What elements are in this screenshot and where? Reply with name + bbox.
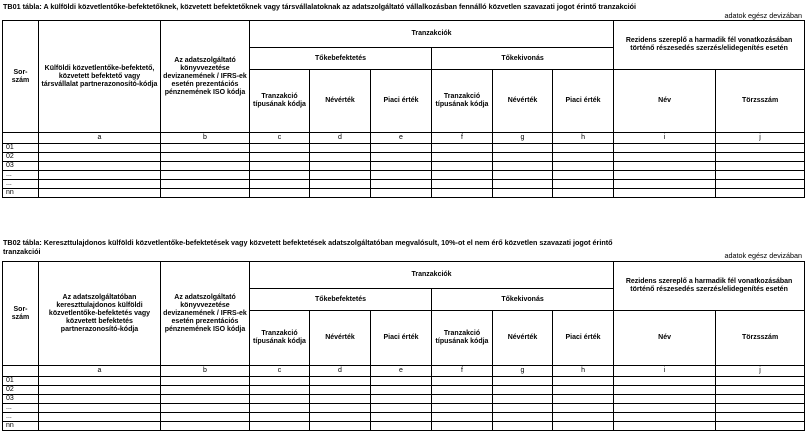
torzsszam-header: Törzsszám [716, 70, 805, 133]
data-cell[interactable] [553, 162, 614, 171]
data-cell[interactable] [493, 189, 553, 198]
data-cell[interactable] [250, 386, 310, 395]
tipus-header: Tranzakció típusának kódja [432, 311, 493, 366]
data-cell[interactable] [716, 395, 805, 404]
letter-cell: h [553, 366, 614, 377]
tokebefektetes-header: Tőkebefektetés [250, 289, 432, 311]
data-cell[interactable] [39, 413, 161, 422]
letter-cell: a [39, 366, 161, 377]
data-cell[interactable] [39, 144, 161, 153]
data-cell[interactable] [493, 422, 553, 431]
rezidens-header: Rezidens szereplő a harmadik fél vonatkozásában történő részesedés szerzés/elidegenítés esetén [614, 262, 805, 311]
data-cell[interactable] [371, 153, 432, 162]
data-cell[interactable] [553, 422, 614, 431]
data-cell[interactable] [161, 162, 250, 171]
data-cell[interactable] [161, 153, 250, 162]
row-label: ... [3, 171, 39, 180]
data-cell[interactable] [614, 153, 716, 162]
tb01-table [2, 20, 805, 198]
data-cell[interactable] [371, 386, 432, 395]
data-cell[interactable] [432, 413, 493, 422]
partner-id-header: Külföldi közvetlentőke-befektető, közvetett befektető vagy társvállalat partnerazonosító-kódja [39, 21, 161, 133]
data-cell[interactable] [250, 171, 310, 180]
data-cell[interactable] [371, 377, 432, 386]
data-cell[interactable] [310, 395, 371, 404]
data-cell[interactable] [614, 180, 716, 189]
data-cell[interactable] [250, 189, 310, 198]
letter-cell: b [161, 133, 250, 144]
data-cell[interactable] [39, 153, 161, 162]
data-cell[interactable] [553, 171, 614, 180]
data-cell[interactable] [310, 180, 371, 189]
data-cell[interactable] [310, 404, 371, 413]
data-cell[interactable] [250, 395, 310, 404]
data-cell[interactable] [716, 377, 805, 386]
data-cell[interactable] [432, 180, 493, 189]
data-cell[interactable] [614, 404, 716, 413]
letter-cell: h [553, 133, 614, 144]
data-cell[interactable] [553, 180, 614, 189]
table-row [3, 386, 805, 395]
tb02-table [2, 261, 805, 431]
letter-cell: i [614, 133, 716, 144]
tipus-header: Tranzakció típusának kódja [250, 70, 310, 133]
data-cell[interactable] [250, 162, 310, 171]
letter-cell: i [614, 366, 716, 377]
data-cell[interactable] [614, 144, 716, 153]
data-cell[interactable] [371, 413, 432, 422]
data-cell[interactable] [39, 404, 161, 413]
data-cell[interactable] [371, 422, 432, 431]
row-label: 01 [3, 377, 39, 386]
table-row [3, 395, 805, 404]
data-cell[interactable] [493, 153, 553, 162]
data-cell[interactable] [310, 422, 371, 431]
data-cell[interactable] [493, 377, 553, 386]
tokekivonas-header: Tőkekivonás [432, 48, 614, 70]
letter-cell: g [493, 133, 553, 144]
row-label: 02 [3, 386, 39, 395]
data-cell[interactable] [371, 144, 432, 153]
data-cell[interactable] [614, 413, 716, 422]
data-cell[interactable] [614, 422, 716, 431]
row-label: nn [3, 422, 39, 431]
data-cell[interactable] [716, 144, 805, 153]
data-cell[interactable] [250, 144, 310, 153]
data-cell[interactable] [39, 422, 161, 431]
data-cell[interactable] [493, 144, 553, 153]
piaci-ertek-header: Piaci érték [553, 70, 614, 133]
table-row [3, 162, 805, 171]
data-cell[interactable] [493, 171, 553, 180]
data-cell[interactable] [310, 162, 371, 171]
table-row [3, 413, 805, 422]
data-cell[interactable] [250, 153, 310, 162]
piaci-ertek-header: Piaci érték [553, 311, 614, 366]
currency-header: Az adatszolgáltató könyvvezetése devizanemének / IFRS-ek esetén prezentációs pénznemének ISO kódja [161, 262, 250, 366]
data-cell[interactable] [161, 395, 250, 404]
data-cell[interactable] [432, 189, 493, 198]
torzsszam-header: Törzsszám [716, 311, 805, 366]
data-cell[interactable] [432, 404, 493, 413]
row-label: 03 [3, 395, 39, 404]
data-cell[interactable] [716, 180, 805, 189]
letter-cell: c [250, 133, 310, 144]
data-cell[interactable] [250, 180, 310, 189]
data-cell[interactable] [161, 144, 250, 153]
piaci-ertek-header: Piaci érték [371, 311, 432, 366]
data-cell[interactable] [250, 404, 310, 413]
data-cell[interactable] [614, 171, 716, 180]
nevertek-header: Névérték [310, 70, 371, 133]
data-cell[interactable] [493, 395, 553, 404]
data-cell[interactable] [493, 404, 553, 413]
row-label: ... [3, 404, 39, 413]
data-cell[interactable] [614, 162, 716, 171]
data-cell[interactable] [371, 180, 432, 189]
data-cell[interactable] [432, 422, 493, 431]
data-cell[interactable] [614, 377, 716, 386]
data-cell[interactable] [39, 162, 161, 171]
data-cell[interactable] [553, 413, 614, 422]
data-cell[interactable] [161, 386, 250, 395]
data-cell[interactable] [250, 377, 310, 386]
table-row [3, 180, 805, 189]
data-cell[interactable] [310, 171, 371, 180]
piaci-ertek-header: Piaci érték [371, 70, 432, 133]
table-row [3, 144, 805, 153]
data-cell[interactable] [432, 395, 493, 404]
data-cell[interactable] [614, 395, 716, 404]
data-cell[interactable] [493, 180, 553, 189]
data-cell[interactable] [371, 171, 432, 180]
data-cell[interactable] [310, 153, 371, 162]
data-cell[interactable] [39, 180, 161, 189]
currency-header: Az adatszolgáltató könyvvezetése devizanemének / IFRS-ek esetén prezentációs pénznemének ISO kódja [161, 21, 250, 133]
data-cell[interactable] [39, 189, 161, 198]
letter-cell: j [716, 133, 805, 144]
data-cell[interactable] [39, 386, 161, 395]
data-cell[interactable] [310, 144, 371, 153]
data-cell[interactable] [614, 386, 716, 395]
data-cell[interactable] [553, 386, 614, 395]
data-cell[interactable] [553, 395, 614, 404]
data-cell[interactable] [553, 377, 614, 386]
letter-cell: j [716, 366, 805, 377]
table-row [3, 189, 805, 198]
row-label: ... [3, 180, 39, 189]
data-cell[interactable] [161, 189, 250, 198]
nevertek-header: Névérték [493, 70, 553, 133]
tokekivonas-header: Tőkekivonás [432, 289, 614, 311]
letter-cell: e [371, 366, 432, 377]
nev-header: Név [614, 70, 716, 133]
data-cell[interactable] [371, 189, 432, 198]
tipus-header: Tranzakció típusának kódja [432, 70, 493, 133]
data-cell[interactable] [493, 386, 553, 395]
data-cell[interactable] [161, 404, 250, 413]
data-cell[interactable] [493, 413, 553, 422]
tipus-header: Tranzakció típusának kódja [250, 311, 310, 366]
data-cell[interactable] [716, 422, 805, 431]
data-cell[interactable] [716, 171, 805, 180]
data-cell[interactable] [371, 395, 432, 404]
letter-cell [3, 133, 39, 144]
data-cell[interactable] [432, 144, 493, 153]
tb02-unit-label: adatok egész devizában [724, 251, 802, 260]
tokebefektetes-header: Tőkebefektetés [250, 48, 432, 70]
letter-cell: a [39, 133, 161, 144]
data-cell[interactable] [161, 171, 250, 180]
letter-cell: c [250, 366, 310, 377]
data-cell[interactable] [716, 386, 805, 395]
nev-header: Név [614, 311, 716, 366]
data-cell[interactable] [310, 386, 371, 395]
nevertek-header: Névérték [310, 311, 371, 366]
row-label: ... [3, 413, 39, 422]
tb01-title: TB01 tábla: A külföldi közvetlentőke-befektetőknek, közvetett befektetőknek vagy társvállalatoknak az adatszolgáltató vállalkozásban fennálló közvetlen szavazati jogot érintő tranzakciói [3, 2, 636, 11]
row-label: 02 [3, 153, 39, 162]
data-cell[interactable] [553, 153, 614, 162]
nevertek-header: Névérték [493, 311, 553, 366]
data-cell[interactable] [39, 395, 161, 404]
data-cell[interactable] [161, 422, 250, 431]
data-cell[interactable] [614, 189, 716, 198]
sorszam-header: Sor-szám [3, 21, 39, 133]
data-cell[interactable] [250, 422, 310, 431]
data-cell[interactable] [310, 413, 371, 422]
partner-id-header: Az adatszolgáltatóban kereszttulajdonos külföldi közvetlentőke-befektetés vagy közvetett befektetés partnerazonosító-kódja [39, 262, 161, 366]
rezidens-header: Rezidens szereplő a harmadik fél vonatkozásában történő részesedés szerzés/elidegenítés esetén [614, 21, 805, 70]
table-row [3, 404, 805, 413]
table-row [3, 377, 805, 386]
data-cell[interactable] [716, 153, 805, 162]
data-cell[interactable] [371, 162, 432, 171]
data-cell[interactable] [493, 162, 553, 171]
data-cell[interactable] [310, 377, 371, 386]
data-cell[interactable] [553, 404, 614, 413]
row-label: nn [3, 189, 39, 198]
data-cell[interactable] [432, 153, 493, 162]
tranzakciok-header: Tranzakciók [250, 262, 614, 289]
data-cell[interactable] [716, 162, 805, 171]
data-cell[interactable] [716, 189, 805, 198]
data-cell[interactable] [432, 386, 493, 395]
tb02-title: TB02 tábla: Kereszttulajdonos külföldi közvetlentőke-befektetések vagy közvetett befektetések adatszolgáltatóban megvalósult, 10%-ot el nem érő közvetlen szavazati jogot érintő tranzakciói [3, 238, 613, 256]
row-label: 03 [3, 162, 39, 171]
data-cell[interactable] [161, 180, 250, 189]
data-cell[interactable] [553, 144, 614, 153]
data-cell[interactable] [161, 377, 250, 386]
letter-cell: d [310, 133, 371, 144]
data-cell[interactable] [39, 377, 161, 386]
data-cell[interactable] [310, 189, 371, 198]
letter-cell: d [310, 366, 371, 377]
table-row [3, 153, 805, 162]
letter-cell [3, 366, 39, 377]
letter-cell: f [432, 133, 493, 144]
data-cell[interactable] [432, 377, 493, 386]
data-cell[interactable] [432, 171, 493, 180]
letter-cell: e [371, 133, 432, 144]
data-cell[interactable] [553, 189, 614, 198]
letter-cell: f [432, 366, 493, 377]
letter-cell: b [161, 366, 250, 377]
data-cell[interactable] [39, 171, 161, 180]
tb01-unit-label: adatok egész devizában [724, 11, 802, 20]
sorszam-header: Sor-szám [3, 262, 39, 366]
letter-cell: g [493, 366, 553, 377]
table-row [3, 171, 805, 180]
data-cell[interactable] [371, 404, 432, 413]
data-cell[interactable] [161, 413, 250, 422]
data-cell[interactable] [716, 404, 805, 413]
data-cell[interactable] [432, 162, 493, 171]
row-label: 01 [3, 144, 39, 153]
data-cell[interactable] [250, 413, 310, 422]
tranzakciok-header: Tranzakciók [250, 21, 614, 48]
data-cell[interactable] [716, 413, 805, 422]
table-row [3, 422, 805, 431]
